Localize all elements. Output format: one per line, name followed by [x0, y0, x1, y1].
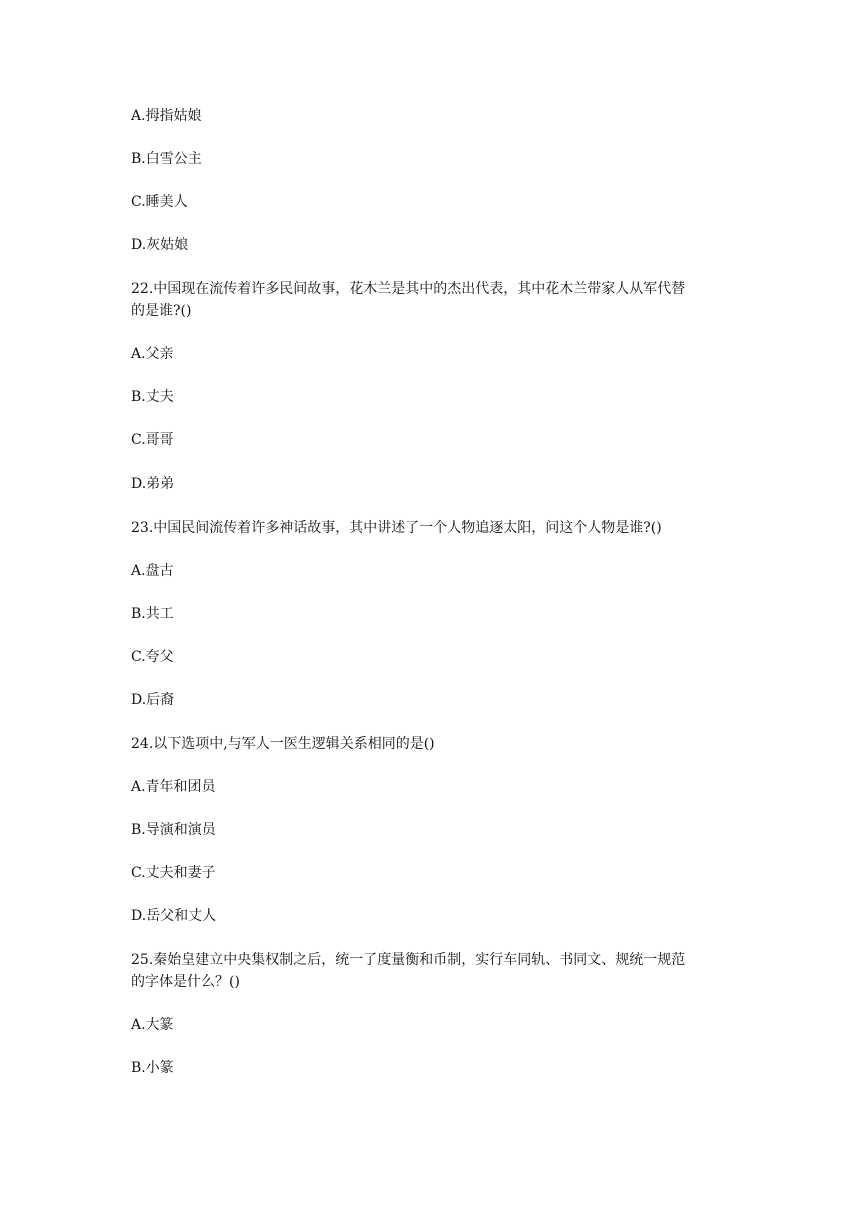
- q23-option-a: A.盘古: [131, 563, 174, 579]
- q25-option-a: A.大篆: [131, 1017, 174, 1033]
- q22-option-d: D.弟弟: [131, 476, 175, 492]
- q25-question-line-2: 的字体是什么？(): [131, 974, 240, 990]
- q24-option-c: C.丈夫和妻子: [131, 865, 216, 881]
- q23-option-d: D.后裔: [131, 692, 175, 708]
- q22-question-line-1: 22.中国现在流传着许多民间故事，花木兰是其中的杰出代表，其中花木兰带家人从军代替: [131, 281, 686, 297]
- q22-option-b: B.丈夫: [131, 389, 174, 405]
- q25-option-b: B.小篆: [131, 1060, 174, 1076]
- q24-question-line-1: 24.以下选项中,与军人一医生逻辑关系相同的是(): [131, 736, 435, 752]
- q22-option-a: A.父亲: [131, 346, 174, 362]
- q24-option-d: D.岳父和丈人: [131, 908, 217, 924]
- q25-question-line-1: 25.秦始皇建立中央集权制之后，统一了度量衡和币制，实行车同轨、书同文、规统一规范: [131, 952, 686, 968]
- q24-option-b: B.导演和演员: [131, 822, 216, 838]
- q21-option-d: D.灰姑娘: [131, 237, 189, 253]
- q23-question-line-1: 23.中国民间流传着许多神话故事，其中讲述了一个人物追逐太阳，问这个人物是谁?(): [131, 520, 662, 536]
- q21-option-a: A.拇指姑娘: [131, 108, 202, 124]
- q21-option-b: B.白雪公主: [131, 151, 202, 167]
- q23-option-c: C.夸父: [131, 649, 174, 665]
- q23-option-b: B.共工: [131, 606, 174, 622]
- q21-option-c: C.睡美人: [131, 194, 188, 210]
- q22-option-c: C.哥哥: [131, 432, 174, 448]
- q22-question-line-2: 的是谁?(): [131, 303, 192, 319]
- q24-option-a: A.青年和团员: [131, 779, 216, 795]
